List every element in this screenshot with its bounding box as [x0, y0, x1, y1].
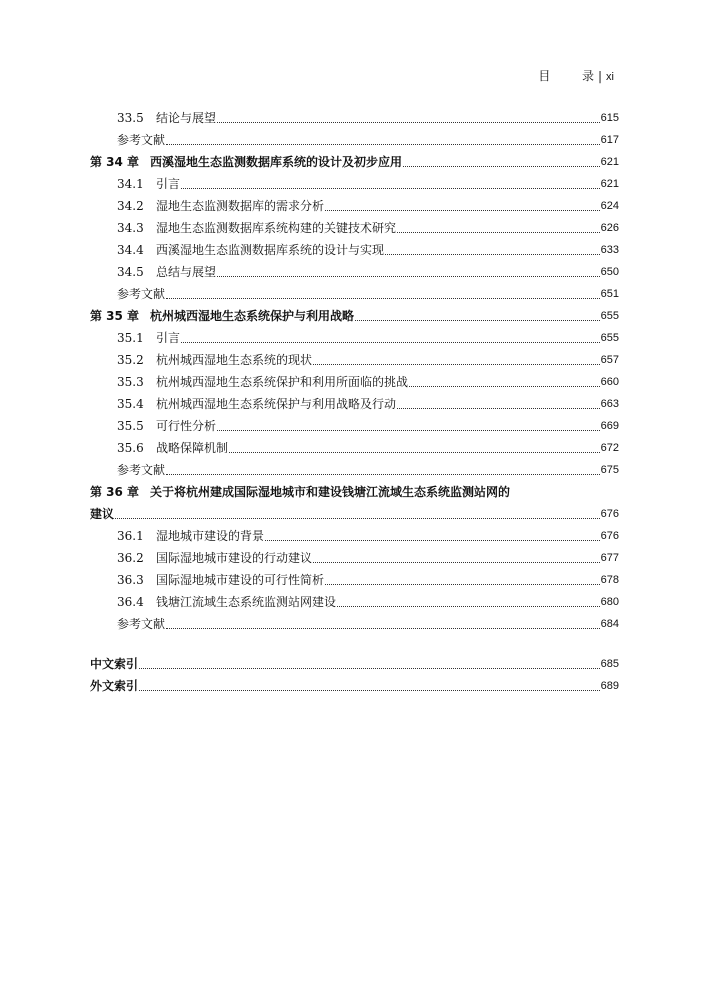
dot-leader	[217, 275, 600, 277]
chapter-title: 西溪湿地生态监测数据库系统的设计及初步应用	[150, 155, 403, 169]
running-header	[538, 68, 614, 85]
page-number: 678	[600, 574, 619, 586]
dot-leader	[397, 231, 600, 233]
dot-leader	[265, 539, 600, 541]
toc-chapter-entry[interactable]	[90, 478, 619, 500]
section-number: 34.2	[117, 199, 144, 213]
page-number: 657	[600, 354, 619, 366]
dot-leader	[397, 407, 600, 409]
page-number: 655	[600, 310, 619, 322]
dot-leader	[217, 429, 600, 431]
page-number: 663	[600, 398, 619, 410]
section-title: 杭州城西湿地生态系统保护和利用所面临的挑战	[156, 375, 409, 389]
toc-section-entry[interactable]	[90, 434, 619, 456]
page-number: 650	[600, 266, 619, 278]
section-number: 36.4	[117, 595, 144, 609]
references-title: 参考文献	[117, 617, 166, 631]
page-number: 651	[600, 288, 619, 300]
chapter-title-line1: 关于将杭州建成国际湿地城市和建设钱塘江流域生态系统监测站网的	[150, 485, 511, 499]
chapter-number: 第 36 章	[90, 485, 140, 499]
toc-chapter-entry[interactable]	[90, 148, 619, 170]
references-title: 参考文献	[117, 133, 166, 147]
section-number: 36.1	[117, 529, 144, 543]
section-title: 湿地生态监测数据库系统构建的关键技术研究	[156, 221, 397, 235]
dot-leader	[355, 319, 600, 321]
table-of-contents	[90, 104, 619, 694]
dot-leader	[166, 627, 600, 629]
dot-leader	[166, 297, 600, 299]
toc-section-entry[interactable]	[90, 170, 619, 192]
dot-leader	[166, 473, 600, 475]
header-title-b: 录	[581, 69, 594, 83]
toc-section-entry[interactable]	[90, 390, 619, 412]
toc-section-entry[interactable]	[90, 192, 619, 214]
toc-chapter-entry-continued[interactable]	[90, 500, 619, 522]
section-title: 可行性分析	[156, 419, 217, 433]
section-title: 杭州城西湿地生态系统保护与利用战略及行动	[156, 397, 397, 411]
page-number: 675	[600, 464, 619, 476]
dot-leader	[181, 341, 600, 343]
header-title-a: 目	[538, 69, 551, 83]
page-number: 672	[600, 442, 619, 454]
section-number: 35.3	[117, 375, 144, 389]
dot-leader	[139, 667, 600, 669]
section-title: 湿地城市建设的背景	[156, 529, 265, 543]
section-number: 34.1	[117, 177, 144, 191]
toc-section-entry[interactable]	[90, 522, 619, 544]
toc-section-entry[interactable]	[90, 368, 619, 390]
section-title: 国际湿地城市建设的可行性简析	[156, 573, 325, 587]
section-title: 杭州城西湿地生态系统的现状	[156, 353, 313, 367]
dot-leader	[139, 689, 600, 691]
section-title: 引言	[156, 177, 181, 191]
dot-leader	[166, 143, 600, 145]
toc-references-entry[interactable]	[90, 456, 619, 478]
section-number: 33.5	[117, 111, 144, 125]
section-title: 引言	[156, 331, 181, 345]
toc-section-entry[interactable]	[90, 412, 619, 434]
dot-leader	[313, 561, 600, 563]
toc-section-entry[interactable]	[90, 544, 619, 566]
toc-references-entry[interactable]	[90, 280, 619, 302]
page-number: 633	[600, 244, 619, 256]
dot-leader	[325, 583, 600, 585]
toc-references-entry[interactable]	[90, 126, 619, 148]
chapter-title: 杭州城西湿地生态系统保护与利用战略	[150, 309, 355, 323]
page-number: 680	[600, 596, 619, 608]
section-number: 34.4	[117, 243, 144, 257]
page-number: 617	[600, 134, 619, 146]
section-number: 35.4	[117, 397, 144, 411]
toc-section-entry[interactable]	[90, 566, 619, 588]
section-number: 36.2	[117, 551, 144, 565]
section-title: 西溪湿地生态监测数据库系统的设计与实现	[156, 243, 385, 257]
section-number: 35.2	[117, 353, 144, 367]
dot-leader	[229, 451, 600, 453]
page-number: 624	[600, 200, 619, 212]
page-number: 655	[600, 332, 619, 344]
dot-leader	[325, 209, 600, 211]
toc-chapter-entry[interactable]	[90, 302, 619, 324]
dot-leader	[181, 187, 600, 189]
dot-leader	[313, 363, 600, 365]
dot-leader	[403, 165, 600, 167]
page-number: 660	[600, 376, 619, 388]
toc-index-entry[interactable]	[90, 672, 619, 694]
toc-section-entry[interactable]	[90, 214, 619, 236]
section-title: 总结与展望	[156, 265, 217, 279]
page-number: 676	[600, 530, 619, 542]
page-number: 677	[600, 552, 619, 564]
section-gap	[90, 632, 619, 650]
dot-leader	[217, 121, 600, 123]
chapter-number: 第 34 章	[90, 155, 140, 169]
dot-leader	[385, 253, 600, 255]
chapter-title-line2: 建议	[90, 507, 115, 521]
toc-section-entry[interactable]	[90, 258, 619, 280]
section-title: 钱塘江流域生态系统监测站网建设	[156, 595, 337, 609]
header-page-number: xi	[606, 71, 614, 83]
toc-references-entry[interactable]	[90, 610, 619, 632]
section-number: 34.5	[117, 265, 144, 279]
toc-section-entry[interactable]	[90, 588, 619, 610]
section-title: 结论与展望	[156, 111, 217, 125]
references-title: 参考文献	[117, 463, 166, 477]
page-number: 615	[600, 112, 619, 124]
page-number: 676	[600, 508, 619, 520]
toc-section-entry[interactable]	[90, 236, 619, 258]
references-title: 参考文献	[117, 287, 166, 301]
section-number: 35.6	[117, 441, 144, 455]
section-title: 国际湿地城市建设的行动建议	[156, 551, 313, 565]
index-title: 中文索引	[90, 657, 139, 671]
dot-leader	[409, 385, 600, 387]
page-number: 669	[600, 420, 619, 432]
section-number: 36.3	[117, 573, 144, 587]
section-title: 湿地生态监测数据库的需求分析	[156, 199, 325, 213]
toc-section-entry[interactable]	[90, 104, 619, 126]
page-number: 689	[600, 680, 619, 692]
page-number: 684	[600, 618, 619, 630]
toc-index-entry[interactable]	[90, 650, 619, 672]
section-number: 35.5	[117, 419, 144, 433]
page-number: 685	[600, 658, 619, 670]
chapter-number: 第 35 章	[90, 309, 140, 323]
index-title: 外文索引	[90, 679, 139, 693]
page-number: 621	[600, 178, 619, 190]
dot-leader	[337, 605, 600, 607]
toc-section-entry[interactable]	[90, 346, 619, 368]
header-separator: |	[598, 69, 603, 83]
toc-section-entry[interactable]	[90, 324, 619, 346]
section-title: 战略保障机制	[156, 441, 229, 455]
section-number: 35.1	[117, 331, 144, 345]
page-number: 621	[600, 156, 619, 168]
dot-leader	[115, 517, 600, 519]
page-number: 626	[600, 222, 619, 234]
section-number: 34.3	[117, 221, 144, 235]
